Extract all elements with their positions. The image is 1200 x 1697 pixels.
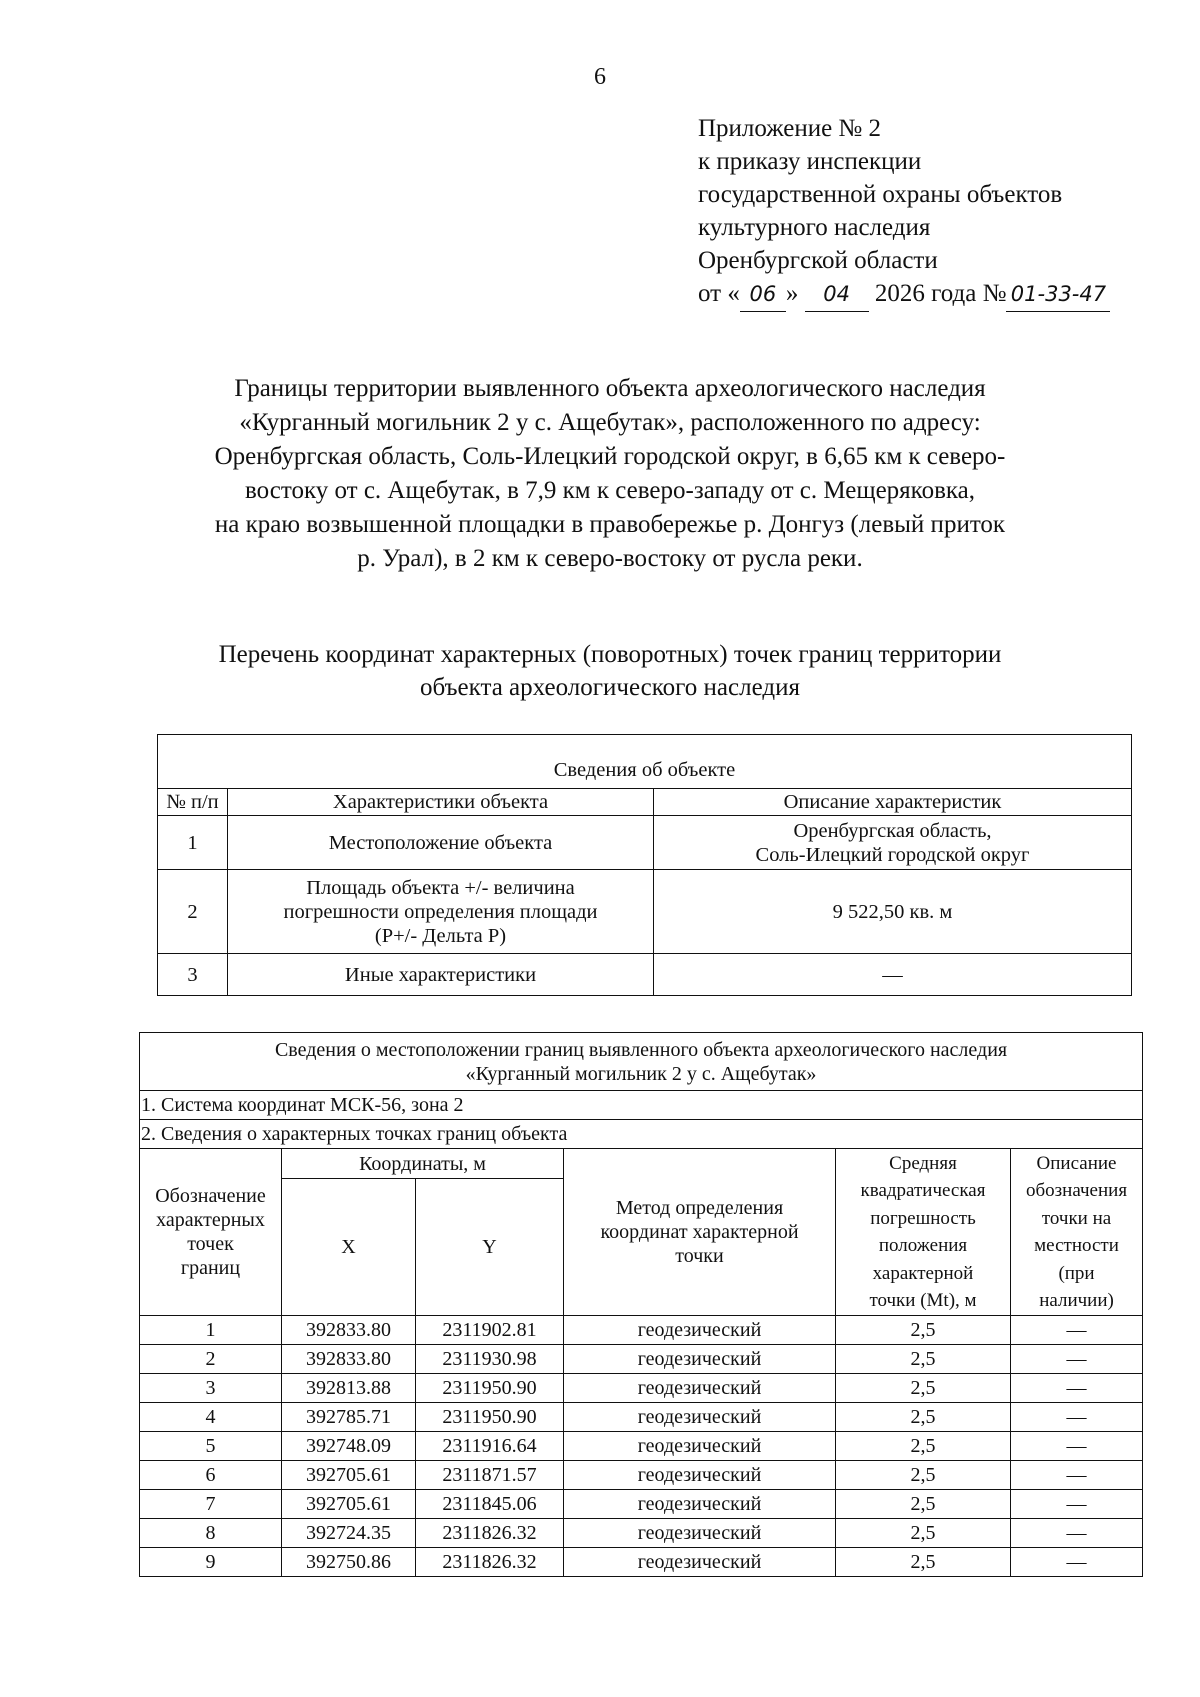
order-year-text: 2026 года № bbox=[874, 280, 1007, 307]
header-y: Y bbox=[416, 1179, 564, 1316]
title-line: Границы территории выявленного объекта археологического наследия bbox=[234, 375, 986, 402]
point-marking: — bbox=[1011, 1461, 1143, 1490]
point-marking: — bbox=[1011, 1403, 1143, 1432]
appendix-line: к приказу инспекции bbox=[698, 148, 922, 175]
order-day-handwritten: 06 bbox=[740, 278, 786, 312]
point-number: 6 bbox=[140, 1461, 282, 1490]
cell-line: погрешности определения площади bbox=[283, 900, 598, 923]
point-marking: — bbox=[1011, 1345, 1143, 1374]
title-line: «Курганный могильник 2 у с. Ащебутак», расположенного по адресу: bbox=[239, 409, 981, 436]
order-month-handwritten: 04 bbox=[805, 278, 869, 312]
point-y: 2311826.32 bbox=[416, 1548, 564, 1577]
order-date-line bbox=[698, 277, 1110, 312]
header-line: точки на bbox=[1041, 1207, 1112, 1229]
title-line: Оренбургская область, Соль-Илецкий городской округ, в 6,65 км к северо- bbox=[214, 443, 1006, 470]
point-x: 392750.86 bbox=[282, 1548, 416, 1577]
document-title bbox=[160, 372, 1060, 576]
header-description: Описание характеристик bbox=[654, 789, 1132, 816]
header-line: погрешность bbox=[870, 1207, 976, 1229]
point-method: геодезический bbox=[564, 1374, 836, 1403]
point-number: 5 bbox=[140, 1432, 282, 1461]
date-prefix: от « bbox=[698, 280, 740, 307]
points-info-title: 2. Сведения о характерных точках границ объекта bbox=[140, 1120, 1143, 1149]
header-mean-error bbox=[836, 1149, 1011, 1316]
point-x: 392785.71 bbox=[282, 1403, 416, 1432]
header-line: Средняя bbox=[889, 1152, 957, 1174]
point-number: 8 bbox=[140, 1519, 282, 1548]
date-mid: » bbox=[785, 280, 799, 307]
point-method: геодезический bbox=[564, 1316, 836, 1345]
header-line: квадратическая bbox=[860, 1180, 986, 1201]
header-line: границ bbox=[180, 1257, 241, 1279]
point-number: 4 bbox=[140, 1403, 282, 1432]
subtitle-line: объекта археологического наследия bbox=[420, 674, 800, 701]
header-line: Описание bbox=[1036, 1152, 1117, 1174]
point-error: 2,5 bbox=[836, 1345, 1011, 1374]
point-x: 392748.09 bbox=[282, 1432, 416, 1461]
header-line: точки bbox=[675, 1245, 724, 1267]
point-error: 2,5 bbox=[836, 1432, 1011, 1461]
point-y: 2311826.32 bbox=[416, 1519, 564, 1548]
point-row bbox=[140, 1316, 1143, 1345]
point-row bbox=[140, 1345, 1143, 1374]
row-number: 1 bbox=[158, 816, 228, 870]
row-number: 3 bbox=[158, 954, 228, 996]
cell-line: Оренбургская область, bbox=[793, 819, 992, 842]
header-line: (при bbox=[1058, 1262, 1095, 1284]
cell-line: Иные характеристики bbox=[344, 963, 537, 986]
point-row bbox=[140, 1432, 1143, 1461]
row-number: 2 bbox=[158, 870, 228, 954]
header-line: точек bbox=[187, 1233, 234, 1255]
object-info-table bbox=[157, 734, 1132, 996]
point-marking: — bbox=[1011, 1432, 1143, 1461]
point-marking: — bbox=[1011, 1548, 1143, 1577]
cell-line: 9 522,50 кв. м bbox=[832, 900, 953, 923]
coordinates-list-title bbox=[160, 638, 1060, 704]
row-characteristic bbox=[228, 870, 654, 954]
point-x: 392705.61 bbox=[282, 1461, 416, 1490]
point-marking: — bbox=[1011, 1519, 1143, 1548]
coordinate-system: 1. Система координат МСК-56, зона 2 bbox=[140, 1091, 1143, 1120]
point-method: геодезический bbox=[564, 1461, 836, 1490]
header-line: координат характерной bbox=[600, 1221, 799, 1243]
header-marking-description bbox=[1011, 1149, 1143, 1316]
point-error: 2,5 bbox=[836, 1374, 1011, 1403]
row-description bbox=[654, 816, 1132, 870]
header-method bbox=[564, 1149, 836, 1316]
point-y: 2311950.90 bbox=[416, 1374, 564, 1403]
point-y: 2311916.64 bbox=[416, 1432, 564, 1461]
header-line: обозначения bbox=[1025, 1180, 1128, 1201]
cell-line: Площадь объекта +/- величина bbox=[306, 876, 575, 899]
point-marking: — bbox=[1011, 1374, 1143, 1403]
header-line: положения bbox=[878, 1235, 968, 1256]
header-characteristics: Характеристики объекта bbox=[228, 789, 654, 816]
point-x: 392724.35 bbox=[282, 1519, 416, 1548]
point-method: геодезический bbox=[564, 1345, 836, 1374]
point-marking: — bbox=[1011, 1316, 1143, 1345]
appendix-line: Приложение № 2 bbox=[698, 115, 882, 142]
point-error: 2,5 bbox=[836, 1548, 1011, 1577]
header-point-designation bbox=[140, 1149, 282, 1316]
point-number: 2 bbox=[140, 1345, 282, 1374]
caption-line: «Курганный могильник 2 у с. Ащебутак» bbox=[465, 1062, 817, 1085]
header-line: точки (Mt), м bbox=[869, 1290, 977, 1311]
cell-line: (P+/- Дельта P) bbox=[374, 924, 507, 947]
point-row bbox=[140, 1548, 1143, 1577]
title-line: на краю возвышенной площадки в правобережье р. Донгуз (левый приток bbox=[214, 511, 1006, 538]
cell-line: — bbox=[882, 963, 903, 986]
cell-line: Местоположение объекта bbox=[328, 831, 553, 854]
point-number: 1 bbox=[140, 1316, 282, 1345]
header-number: № п/п bbox=[158, 789, 228, 816]
row-description bbox=[654, 870, 1132, 954]
appendix-line: государственной охраны объектов bbox=[698, 181, 1063, 208]
appendix-line: культурного наследия bbox=[698, 214, 931, 241]
header-x: X bbox=[282, 1179, 416, 1316]
header-line: Метод определения bbox=[615, 1197, 784, 1219]
point-error: 2,5 bbox=[836, 1490, 1011, 1519]
header-line: наличии) bbox=[1039, 1290, 1114, 1311]
caption-line: Сведения о местоположении границ выявленного объекта археологического наследия bbox=[274, 1038, 1008, 1061]
point-marking: — bbox=[1011, 1490, 1143, 1519]
point-row bbox=[140, 1490, 1143, 1519]
title-line: востоку от с. Ащебутак, в 7,9 км к северо-западу от с. Мещеряковка, bbox=[245, 477, 975, 504]
point-x: 392813.88 bbox=[282, 1374, 416, 1403]
page-number: 6 bbox=[594, 64, 606, 90]
point-x: 392833.80 bbox=[282, 1316, 416, 1345]
point-row bbox=[140, 1374, 1143, 1403]
point-error: 2,5 bbox=[836, 1519, 1011, 1548]
point-method: геодезический bbox=[564, 1432, 836, 1461]
header-line: характерной bbox=[872, 1262, 974, 1284]
point-number: 9 bbox=[140, 1548, 282, 1577]
point-row bbox=[140, 1461, 1143, 1490]
row-characteristic bbox=[228, 954, 654, 996]
title-line: р. Урал), в 2 км к северо-востоку от русла реки. bbox=[357, 545, 863, 572]
boundary-points-table bbox=[139, 1032, 1143, 1577]
header-coordinates: Координаты, м bbox=[282, 1149, 564, 1179]
point-row bbox=[140, 1403, 1143, 1432]
header-line: местности bbox=[1034, 1235, 1119, 1256]
row-characteristic bbox=[228, 816, 654, 870]
order-number-handwritten: 01-33-47 bbox=[1006, 278, 1110, 312]
point-y: 2311930.98 bbox=[416, 1345, 564, 1374]
header-line: характерных bbox=[156, 1209, 265, 1231]
point-y: 2311845.06 bbox=[416, 1490, 564, 1519]
point-method: геодезический bbox=[564, 1548, 836, 1577]
point-y: 2311871.57 bbox=[416, 1461, 564, 1490]
point-method: геодезический bbox=[564, 1403, 836, 1432]
cell-line: Соль-Илецкий городской округ bbox=[755, 843, 1030, 866]
point-error: 2,5 bbox=[836, 1461, 1011, 1490]
point-x: 392833.80 bbox=[282, 1345, 416, 1374]
header-line: Обозначение bbox=[155, 1185, 266, 1207]
point-row bbox=[140, 1519, 1143, 1548]
boundary-table-caption bbox=[140, 1033, 1143, 1091]
point-method: геодезический bbox=[564, 1490, 836, 1519]
point-error: 2,5 bbox=[836, 1403, 1011, 1432]
point-number: 7 bbox=[140, 1490, 282, 1519]
subtitle-line: Перечень координат характерных (поворотных) точек границ территории bbox=[218, 641, 1002, 668]
point-error: 2,5 bbox=[836, 1316, 1011, 1345]
object-table-caption: Сведения об объекте bbox=[158, 735, 1132, 789]
point-y: 2311902.81 bbox=[416, 1316, 564, 1345]
point-y: 2311950.90 bbox=[416, 1403, 564, 1432]
appendix-header bbox=[698, 112, 1110, 312]
appendix-line: Оренбургской области bbox=[698, 247, 938, 274]
point-x: 392705.61 bbox=[282, 1490, 416, 1519]
point-method: геодезический bbox=[564, 1519, 836, 1548]
row-description bbox=[654, 954, 1132, 996]
point-number: 3 bbox=[140, 1374, 282, 1403]
